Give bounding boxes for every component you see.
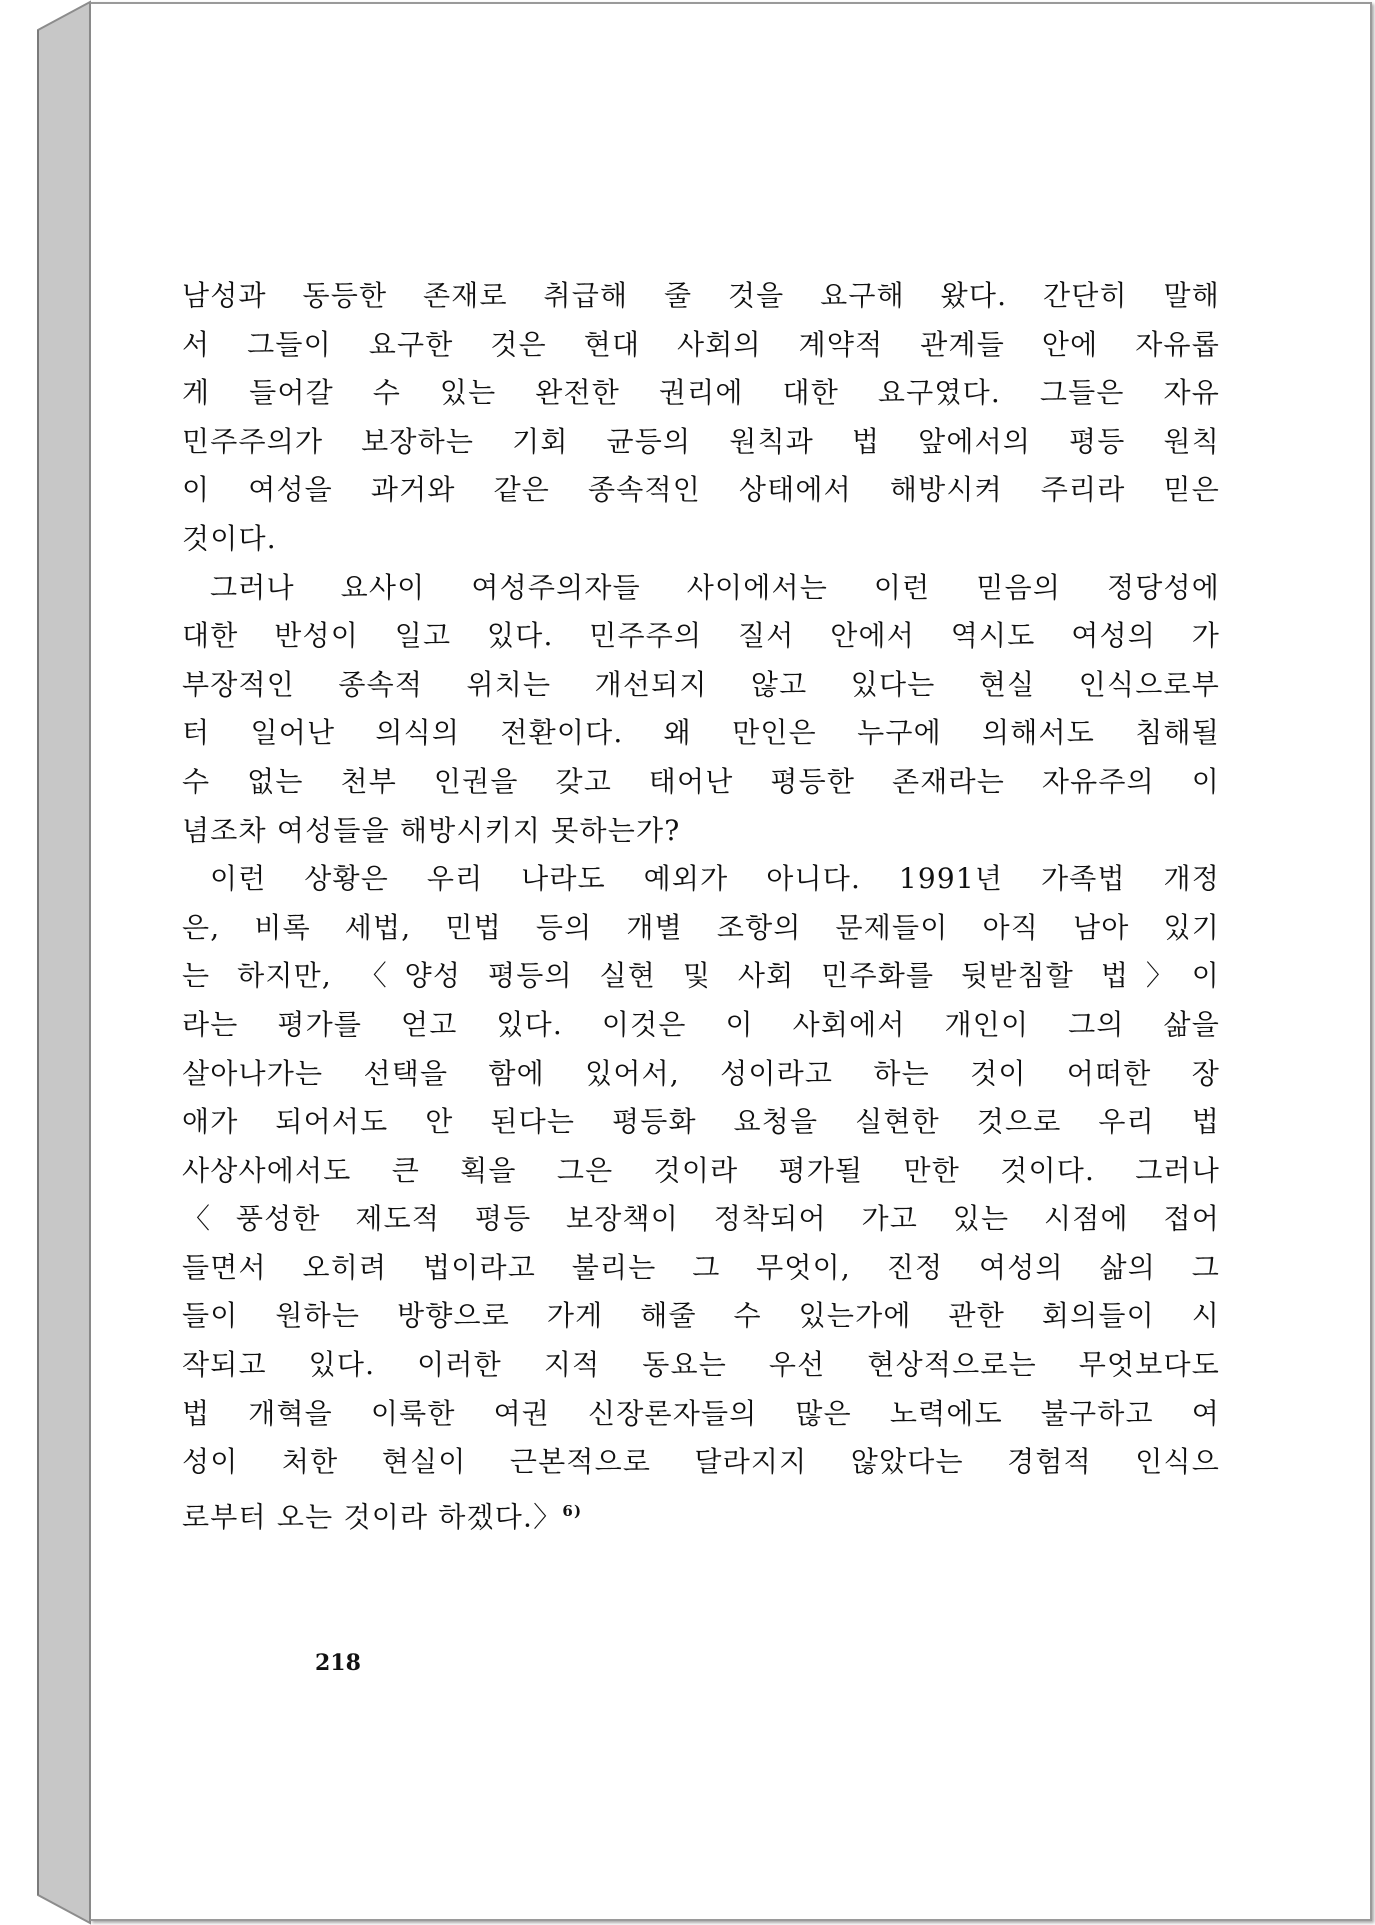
text-line: 게 들어갈 수 있는 완전한 권리에 대한 요구였다. 그들은 자유 xyxy=(182,376,1220,410)
text-line: 대한 반성이 일고 있다. 민주주의 질서 안에서 역시도 여성의 가 xyxy=(182,619,1220,653)
text-line: 법 개혁을 이룩한 여권 신장론자들의 많은 노력에도 불구하고 여 xyxy=(182,1396,1220,1430)
text-line: 민주주의가 보장하는 기회 균등의 원칙과 법 앞에서의 평등 원칙 xyxy=(182,424,1220,458)
text-line: 이 여성을 과거와 같은 종속적인 상태에서 해방시켜 주리라 믿은 xyxy=(182,473,1220,507)
body-text xyxy=(182,272,1220,1535)
text-line: 애가 되어서도 안 된다는 평등화 요청을 실현한 것으로 우리 법 xyxy=(182,1105,1220,1139)
text-line: 수 없는 천부 인권을 갖고 태어난 평등한 존재라는 자유주의 이 xyxy=(182,764,1220,798)
paragraph-start-line: 이런 상황은 우리 나라도 예외가 아니다. 1991년 가족법 개정 xyxy=(210,862,1220,896)
footnote-marker: 6) xyxy=(562,1501,583,1520)
closing-sentence: 로부터 오는 것이라 하겠다.〉 xyxy=(182,1500,563,1534)
text-line: 남성과 동등한 존재로 취급해 줄 것을 요구해 왔다. 간단히 말해 xyxy=(182,279,1220,312)
paragraph-start-line: 그러나 요사이 여성주의자들 사이에서는 이런 믿음의 정당성에 xyxy=(210,570,1220,604)
text-line: 작되고 있다. 이러한 지적 동요는 우선 현상적으로는 무엇보다도 xyxy=(182,1348,1220,1382)
text-line: 것이다. xyxy=(182,521,277,555)
text-line: 〈풍성한 제도적 평등 보장책이 정착되어 가고 있는 시점에 접어 xyxy=(182,1202,1220,1236)
page-number: 218 xyxy=(315,1650,361,1676)
text-line: 살아나가는 선택을 함에 있어서, 성이라고 하는 것이 어떠한 장 xyxy=(182,1056,1220,1090)
text-line: 부장적인 종속적 위치는 개선되지 않고 있다는 현실 인식으로부 xyxy=(182,667,1220,701)
text-line: 터 일어난 의식의 전환이다. 왜 만인은 누구에 의해서도 침해될 xyxy=(182,716,1220,750)
text-line: 는 하지만, 〈양성 평등의 실현 및 사회 민주화를 뒷받침할 법〉이 xyxy=(182,959,1220,993)
text-line: 사상사에서도 큰 획을 그은 것이라 평가될 만한 것이다. 그러나 xyxy=(182,1153,1220,1187)
book-spine xyxy=(0,0,100,1925)
text-line: 들면서 오히려 법이라고 불리는 그 무엇이, 진정 여성의 삶의 그 xyxy=(182,1250,1220,1284)
last-text-line xyxy=(182,1487,1220,1536)
text-line: 서 그들이 요구한 것은 현대 사회의 계약적 관계들 안에 자유롭 xyxy=(182,327,1220,361)
text-line: 들이 원하는 방향으로 가게 해줄 수 있는가에 관한 회의들이 시 xyxy=(182,1299,1220,1333)
text-line: 은, 비록 세법, 민법 등의 개별 조항의 문제들이 아직 남아 있기 xyxy=(182,910,1220,944)
text-line: 성이 처한 현실이 근본적으로 달라지지 않았다는 경험적 인식으 xyxy=(182,1445,1220,1479)
text-line: 라는 평가를 얻고 있다. 이것은 이 사회에서 개인이 그의 삶을 xyxy=(182,1007,1220,1041)
text-line: 념조차 여성들을 해방시키지 못하는가? xyxy=(182,813,681,847)
